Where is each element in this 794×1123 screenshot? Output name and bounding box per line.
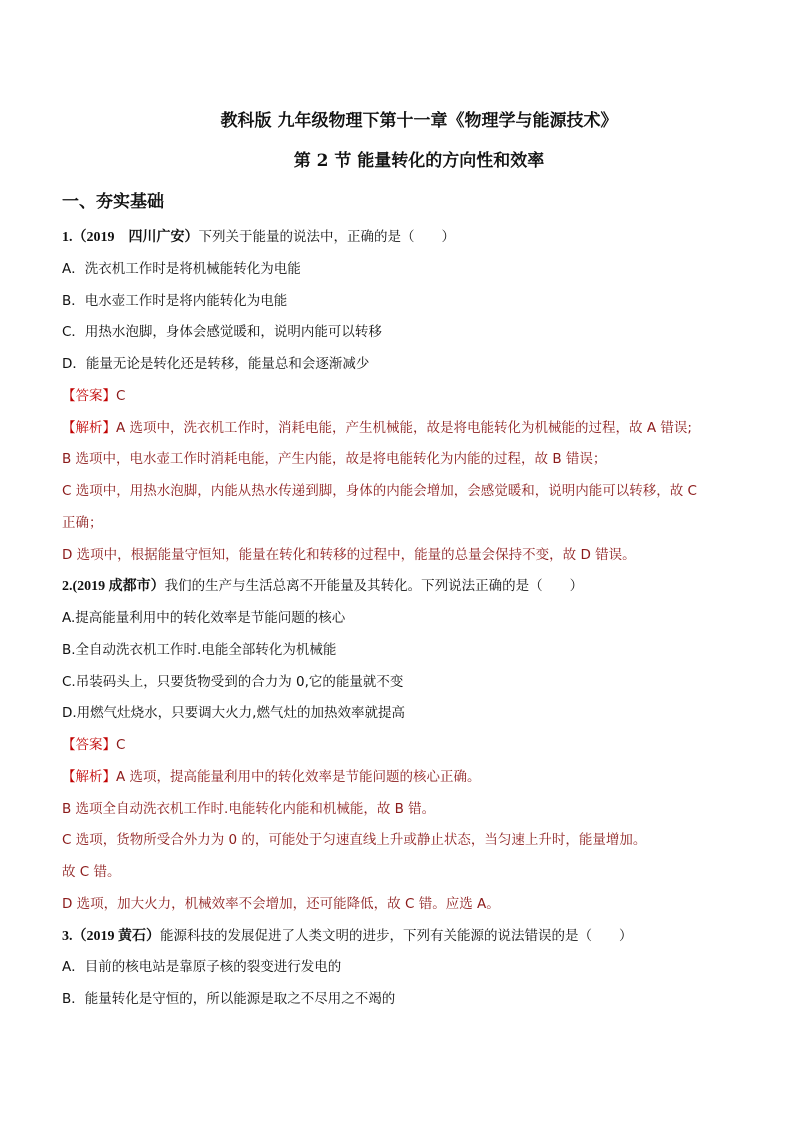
answer-value: C (116, 387, 126, 404)
analysis-label: 【解析】 (62, 768, 116, 785)
section-heading: 一、夯实基础 (62, 192, 164, 212)
analysis-line: 故 C 错。 (62, 864, 121, 880)
analysis-line (62, 413, 762, 445)
question-2 (62, 571, 762, 603)
section-subtitle: 第 2 节 能量转化的方向性和效率 (293, 151, 545, 171)
option-d: D．能量无论是转化还是转移，能量总和会逐渐减少 (62, 356, 370, 372)
analysis-line (62, 762, 762, 794)
answer-value: C (116, 737, 126, 753)
analysis-text: A 选项，提高能量利用中的转化效率是节能问题的核心正确。 (116, 768, 481, 785)
option-b: B.全自动洗衣机工作时.电能全部转化为机械能 (62, 641, 337, 658)
answer-label: 【答案】 (62, 387, 116, 404)
analysis-line: B 选项中，电水壶工作时消耗电能，产生内能，故是将电能转化为内能的过程，故 B 错误； (62, 451, 607, 468)
analysis-line: D 选项，加大火力，机械效率不会增加，还可能降低，故 C 错。应选 A。 (62, 895, 500, 912)
question-3 (62, 921, 762, 953)
question-stem: 我们的生产与生活总离不开能量及其转化。下列说法正确的是（ ） (164, 578, 584, 595)
option-c: C．用热水泡脚，身体会感觉暖和，说明内能可以转移 (62, 324, 382, 341)
answer-line (62, 730, 762, 762)
analysis-line: B 选项全自动洗衣机工作时.电能转化内能和机械能，故 B 错。 (62, 800, 436, 817)
option-a: A．目前的核电站是靠原子核的裂变进行发电的 (62, 959, 342, 976)
question-source: 3.（2019 黄石） (62, 928, 160, 944)
answer-line (62, 381, 762, 413)
analysis-line: 正确； (62, 514, 103, 531)
option-b: B．电水壶工作时是将内能转化为电能 (62, 292, 288, 309)
question-1 (62, 222, 762, 254)
document-title: 教科版 九年级物理下第十一章《物理学与能源技术》 (220, 111, 618, 131)
analysis-line: C 选项，货物所受合外力为 0 的，可能处于匀速直线上升或静止状态，当匀速上升时，能量增加。 (62, 832, 647, 849)
analysis-line: C 选项中，用热水泡脚，内能从热水传递到脚，身体的内能会增加，会感觉暖和，说明内能可以转移，故 C (62, 483, 697, 499)
analysis-text: A 选项中，洗衣机工作时，消耗电能，产生机械能，故是将电能转化为机械能的过程，故 A 错误; (116, 419, 692, 436)
document-body (62, 222, 762, 1016)
answer-label: 【答案】 (62, 737, 116, 753)
option-d: D.用燃气灶烧水，只要调大火力,燃气灶的加热效率就提高 (62, 705, 405, 722)
question-stem: 能源科技的发展促进了人类文明的进步，下列有关能源的说法错误的是（ ） (160, 927, 633, 944)
option-a: A．洗衣机工作时是将机械能转化为电能 (62, 260, 301, 277)
option-a: A.提高能量利用中的转化效率是节能问题的核心 (62, 610, 346, 626)
question-source: 1.（2019 四川广安） (62, 230, 199, 245)
analysis-label: 【解析】 (62, 419, 116, 436)
question-source: 2.(2019 成都市） (62, 579, 165, 595)
analysis-line: D 选项中，根据能量守恒知，能量在转化和转移的过程中，能量的总量会保持不变，故 D 错误。 (62, 546, 636, 563)
question-stem: 下列关于能量的说法中，正确的是（ ） (198, 229, 455, 245)
option-c: C.吊装码头上，只要货物受到的合力为 0,它的能量就不变 (62, 673, 404, 690)
option-b: B．能量转化是守恒的，所以能源是取之不尽用之不竭的 (62, 991, 396, 1007)
